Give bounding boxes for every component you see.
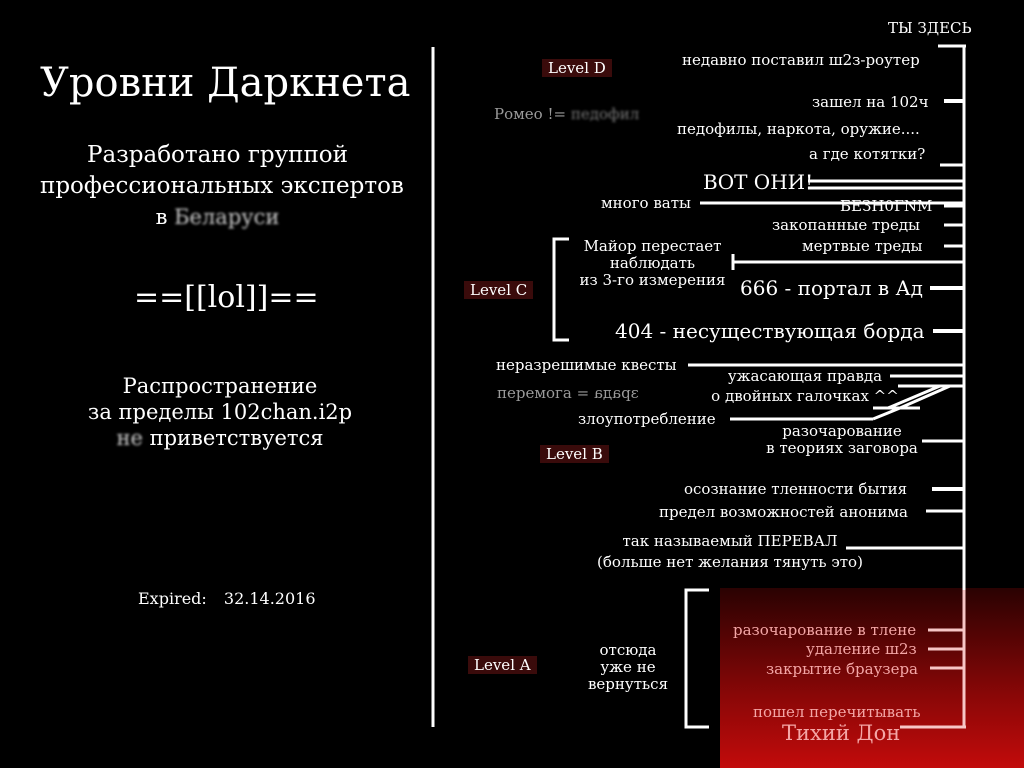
developed-by (40, 140, 404, 233)
item-reread: пошел перечитывать (753, 703, 921, 721)
distribution-line-1: Распространение (122, 374, 318, 398)
item-close-browser: закрытие браузера (766, 660, 918, 678)
item-went-102: зашел на 102ч (812, 93, 929, 111)
developed-line-3 (40, 202, 395, 233)
item-here-they-are: ВОТ ОНИ! (703, 170, 814, 194)
blurred-country: Беларуси (174, 205, 280, 229)
item-dead: мертвые треды (802, 237, 923, 255)
no-return-line-3: вернуться (587, 675, 669, 693)
you-are-here: ТЫ ЗДЕСЬ (888, 19, 972, 37)
distribution-line-3 (50, 425, 390, 451)
romeo-visible: Ромео != (494, 105, 571, 123)
item-buried: закопанные треды (772, 216, 921, 234)
disappoint-line-1: разочарование (782, 422, 902, 440)
developed-prefix: в (155, 205, 168, 229)
item-disappoint (752, 423, 932, 457)
distribution-notice (50, 373, 390, 451)
item-besnognm: БЕЗН0ГNМ (840, 197, 933, 215)
item-major (575, 238, 730, 289)
item-kittens: а где котятки? (809, 145, 926, 163)
item-quests: неразрешимые квесты (496, 356, 677, 374)
level-a-badge: Level A (468, 656, 537, 674)
major-line-3: из 3-го измерения (579, 271, 726, 289)
item-quiet-don: Тихий Дон (782, 721, 901, 745)
item-no-return (578, 642, 678, 693)
level-c-badge: Level C (464, 281, 533, 299)
major-line-2: наблюдать (609, 254, 696, 272)
disappoint-line-2: в теориях заговора (766, 439, 918, 457)
truth-line-2: о двойных галочках ^^ (711, 387, 899, 405)
no-return-line-1: отсюда (599, 641, 657, 659)
no-return-line-2: уже не (600, 658, 656, 676)
item-portal: 666 - портал в Ад (740, 276, 923, 300)
item-board404: 404 - несуществующая борда (615, 319, 925, 343)
item-transience: осознание тленности бытия (684, 480, 908, 498)
item-disappoint-tlen: разочарование в тлене (733, 621, 917, 639)
item-vata: много ваты (601, 194, 691, 212)
level-c-bracket (554, 239, 569, 340)
item-abuse: злоупотребление (578, 410, 716, 428)
item-pass (590, 533, 870, 571)
blurred-not: не (116, 426, 143, 450)
developed-line-2: профессиональных экспертов (40, 173, 404, 199)
item-router: недавно поставил ш2з-роутер (682, 51, 920, 69)
pass-line-1: так называемый ПЕРЕВАЛ (622, 532, 838, 550)
item-romeo (494, 106, 639, 123)
major-line-1: Майор перестает (583, 237, 722, 255)
item-delete-i2p: удаление ш2з (806, 640, 917, 658)
item-pedo: педофилы, наркота, оружие.... (677, 120, 920, 138)
item-peremoga (497, 385, 639, 402)
pass-line-2: (больше нет желания тянуть это) (597, 553, 863, 571)
expired-label: Expired: (138, 589, 207, 608)
expired-value: 32.14.2016 (223, 589, 316, 608)
romeo-blurred: педофил (570, 105, 640, 123)
truth-line-1: ужасающая правда (727, 367, 883, 385)
developed-line-1: Разработано группой (87, 142, 348, 168)
level-a-bracket (686, 590, 709, 727)
peremoga-visible: перемога = (497, 384, 594, 402)
lol-text: ==[[lol]]== (134, 280, 319, 315)
peremoga-mirrored: зрада (593, 384, 639, 402)
item-truth (700, 368, 910, 405)
level-d-badge: Level D (542, 59, 612, 77)
page-title: Уровни Даркнета (40, 60, 411, 106)
distribution-line-2: за пределы 102chan.i2p (87, 400, 353, 424)
distribution-welcome: приветствуется (149, 426, 324, 450)
item-limit: предел возможностей анонима (659, 503, 908, 521)
level-b-badge: Level B (540, 445, 609, 463)
expired-row (138, 590, 316, 607)
